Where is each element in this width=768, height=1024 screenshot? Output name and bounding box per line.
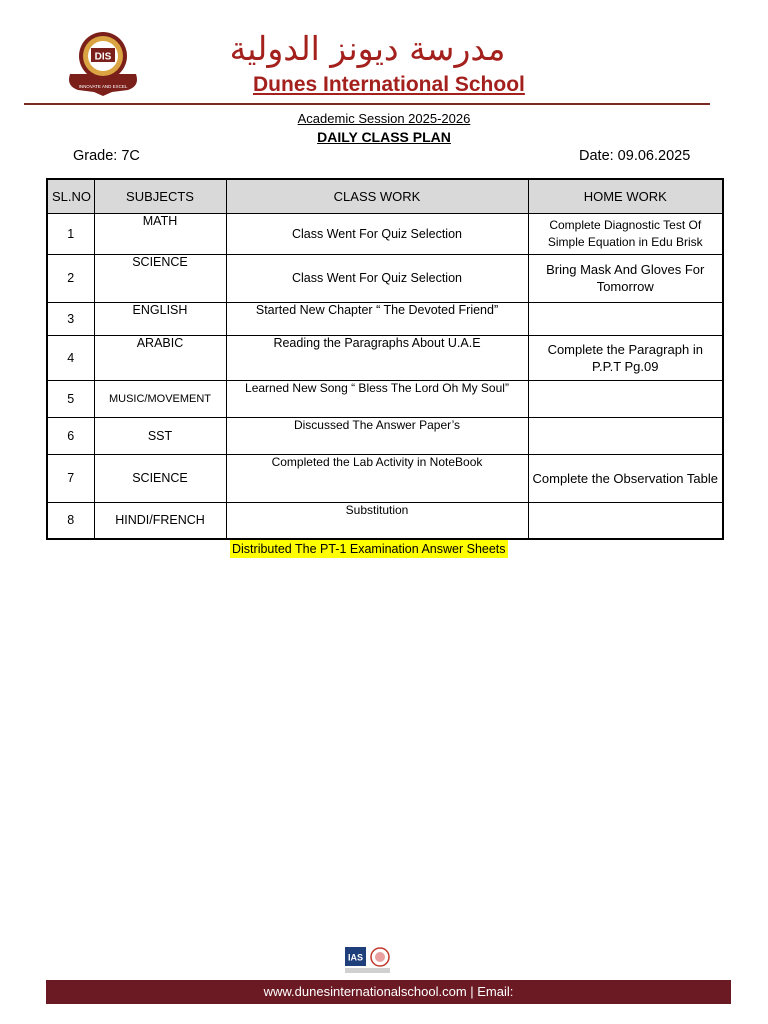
cell-subject: ARABIC bbox=[94, 335, 226, 380]
cell-classwork: Substitution bbox=[226, 502, 528, 539]
table-row bbox=[47, 213, 723, 254]
table-row bbox=[47, 335, 723, 380]
cell-subject: SCIENCE bbox=[94, 454, 226, 502]
header-homework: HOME WORK bbox=[528, 179, 723, 213]
logo-motto: INNOVATE AND EXCEL bbox=[78, 84, 128, 89]
page-title: DAILY CLASS PLAN bbox=[317, 129, 451, 145]
table-row bbox=[47, 502, 723, 539]
class-plan-table bbox=[46, 178, 724, 540]
cell-slno: 7 bbox=[47, 454, 94, 502]
accreditation-badges bbox=[345, 946, 393, 976]
header-subjects: SUBJECTS bbox=[94, 179, 226, 213]
table-row bbox=[47, 254, 723, 302]
cell-subject: SST bbox=[94, 417, 226, 454]
cell-classwork: Started New Chapter “ The Devoted Friend” bbox=[226, 302, 528, 335]
cell-slno: 6 bbox=[47, 417, 94, 454]
table-row bbox=[47, 454, 723, 502]
cell-homework bbox=[528, 380, 723, 417]
cell-homework: Complete the Observation Table bbox=[528, 454, 723, 502]
cell-classwork: Discussed The Answer Paper’s bbox=[226, 417, 528, 454]
cell-homework bbox=[528, 502, 723, 539]
cell-slno: 2 bbox=[47, 254, 94, 302]
footer-bar bbox=[46, 980, 731, 1004]
cell-classwork: Class Went For Quiz Selection bbox=[226, 213, 528, 254]
cell-homework: Complete Diagnostic Test Of Simple Equation in Edu Brisk bbox=[528, 213, 723, 254]
table-row bbox=[47, 302, 723, 335]
footer-text: www.dunesinternationalschool.com | Email: bbox=[263, 984, 514, 999]
date-label: Date: 09.06.2025 bbox=[579, 148, 691, 164]
cell-classwork: Learned New Song “ Bless The Lord Oh My Soul” bbox=[226, 380, 528, 417]
header-divider bbox=[24, 103, 710, 105]
academic-session: Academic Session 2025-2026 bbox=[297, 111, 471, 126]
cell-homework bbox=[528, 417, 723, 454]
header-classwork: CLASS WORK bbox=[226, 179, 528, 213]
cell-homework: Bring Mask And Gloves For Tomorrow bbox=[528, 254, 723, 302]
cell-classwork: Reading the Paragraphs About U.A.E bbox=[226, 335, 528, 380]
cell-subject: MATH bbox=[94, 213, 226, 254]
cell-slno: 1 bbox=[47, 213, 94, 254]
table-row bbox=[47, 380, 723, 417]
highlighted-note: Distributed The PT-1 Examination Answer Sheets bbox=[232, 542, 506, 556]
cell-slno: 8 bbox=[47, 502, 94, 539]
table-header-row bbox=[47, 179, 723, 213]
cell-classwork: Class Went For Quiz Selection bbox=[226, 254, 528, 302]
ias-badge-text: IAS bbox=[347, 952, 364, 963]
cell-subject: MUSIC/MOVEMENT bbox=[94, 380, 226, 417]
school-name-arabic: مدرسة ديونز الدولية bbox=[229, 29, 506, 68]
cell-classwork: Completed the Lab Activity in NoteBook bbox=[226, 454, 528, 502]
cell-slno: 4 bbox=[47, 335, 94, 380]
school-logo bbox=[64, 30, 142, 98]
cell-homework bbox=[528, 302, 723, 335]
cell-slno: 5 bbox=[47, 380, 94, 417]
logo-text: DIS bbox=[94, 51, 112, 63]
school-name: Dunes International School bbox=[253, 73, 525, 96]
cell-subject: SCIENCE bbox=[94, 254, 226, 302]
cell-subject: ENGLISH bbox=[94, 302, 226, 335]
cell-homework: Complete the Paragraph in P.P.T Pg.09 bbox=[528, 335, 723, 380]
header-slno: SL.NO bbox=[47, 179, 94, 213]
cell-subject: HINDI/FRENCH bbox=[94, 502, 226, 539]
cell-slno: 3 bbox=[47, 302, 94, 335]
table-row bbox=[47, 417, 723, 454]
grade-label: Grade: 7C bbox=[73, 148, 140, 164]
